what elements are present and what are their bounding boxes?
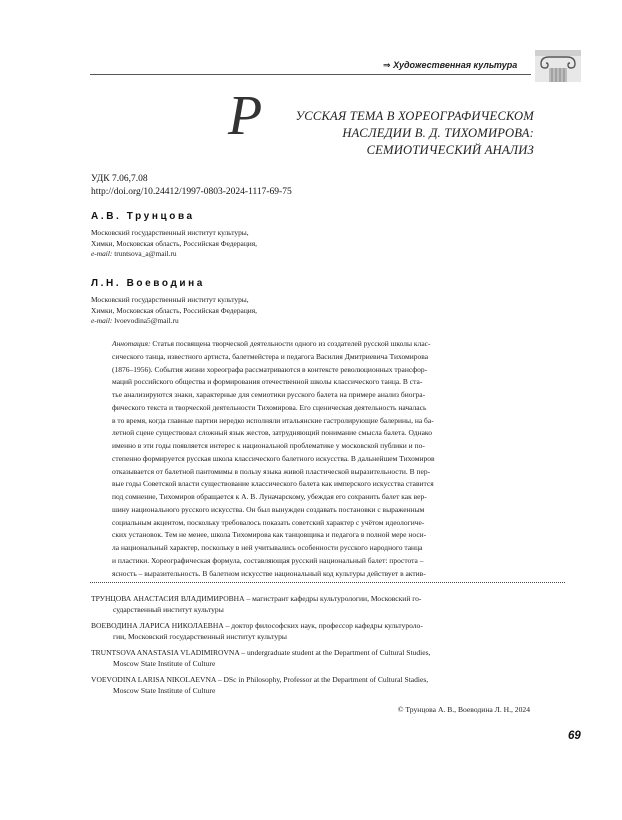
- bio-line: Moscow State Institute of Culture: [113, 659, 216, 669]
- abstract-line: степенно формируется русская школа классического балетного искусства. В дальнейшем Тихомиров: [112, 453, 435, 463]
- abstract-line: (1876–1956). События жизни хореографа рассматриваются в контексте революционных трансфор-: [112, 364, 428, 374]
- affiliation-location: Химки, Московская область, Российская Федерация,: [91, 305, 257, 315]
- abstract-line: Аннотация: Статья посвящена творческой деятельности одного из создателей русской школы клас-: [112, 339, 431, 348]
- email-label: e-mail:: [91, 316, 113, 326]
- arrow-icon: ⇒: [383, 60, 391, 70]
- abstract-line: тье анализируются знаки, характерные для семиотики русского балета на примере анализ биогра-: [112, 390, 426, 399]
- email-label: e-mail:: [91, 249, 113, 259]
- bio-line: Moscow State Institute of Culture: [113, 686, 216, 696]
- affiliation-institution: Московский государственный институт культуры,: [91, 228, 249, 237]
- abstract-line: в то время, когда главные партии нередко исполняли итальянские гастролирующие балерины, на ба-: [112, 415, 434, 425]
- abstract-line: сического танца, известного артиста, балетмейстера и педагога Василия Дмитриевича Тихомирова: [112, 351, 429, 361]
- affiliation-institution: Московский государственный институт культуры,: [91, 295, 249, 304]
- dotted-separator: [90, 582, 565, 583]
- title-line: СЕМИОТИЧЕСКИЙ АНАЛИЗ: [366, 143, 534, 157]
- title-line: НАСЛЕДИИ В. Д. ТИХОМИРОВА:: [342, 126, 534, 140]
- abstract-line: маций российского общества и формирования отечественной школы классического танца. В ста-: [112, 377, 423, 387]
- article-title: [240, 108, 534, 159]
- author-bio: [91, 620, 536, 643]
- author-email[interactable]: truntsova_a@mail.ru: [114, 249, 177, 259]
- abstract-line: именно в эти годы появляется интерес к национальной проблематике у московской публики и по-: [112, 441, 425, 450]
- abstract-line: ясность – выразительность. В балетном искусстве национальный код культуры действует в актив-: [112, 568, 426, 578]
- copyright: © Трунцова А. В., Воеводина Л. Н., 2024: [397, 705, 530, 714]
- abstract-line: ских установок. Тем не менее, школа Тихомирова как танцовщика и педагога в полной мере носи-: [112, 530, 427, 540]
- abstract-label: Аннотация:: [112, 339, 151, 348]
- author-bio: [91, 674, 536, 697]
- abstract-line: фического текста и творческой деятельности Тихомирова. Его сценическая деятельность началась: [112, 402, 427, 412]
- bio-line: ТРУНЦОВА АНАСТАСИЯ ВЛАДИМИРОВНА – магистрант кафедры культурологии, Московский го-: [91, 594, 422, 603]
- author-name: А.В. Трунцова: [91, 211, 195, 222]
- abstract-line: вые годы Советской власти существование классического балета как имперского искусства ставится: [112, 479, 434, 489]
- section-header: [383, 60, 517, 71]
- affiliation-location: Химки, Московская область, Российская Федерация,: [91, 238, 257, 248]
- author-affiliation: [91, 295, 257, 327]
- title-line: УССКАЯ ТЕМА В ХОРЕОГРАФИЧЕСКОМ: [295, 109, 534, 123]
- abstract-line: под сомнение, Тихомиров обращается к А. В. Луначарскому, убеждая его сохранить балет как вер-: [112, 492, 427, 501]
- abstract: [112, 338, 534, 580]
- bio-line: гии, Московский государственный институт культуры: [113, 632, 287, 642]
- doi-link[interactable]: http://doi.org/10.24412/1997-0803-2024-1117-69-75: [91, 187, 292, 197]
- bio-line: ВОЕВОДИНА ЛАРИСА НИКОЛАЕВНА – доктор философских наук, профессор кафедры культуроло-: [91, 621, 423, 630]
- bio-line: TRUNTSOVA ANASTASIA VLADIMIROVNA – undergraduate student at the Department of Cultural Studies,: [91, 648, 431, 657]
- abstract-line: и пластики. Хореографическая формула, составляющая русский национальный балет: простота –: [112, 555, 424, 565]
- udk: УДК 7.06,7.08: [91, 174, 148, 184]
- abstract-line: отказывается от балетной пантомимы в пользу языка живой пластической выразительности. В пер-: [112, 466, 431, 476]
- header-rule: [90, 74, 531, 75]
- abstract-line: летной сцене существовал сложный язык жестов, затрудняющий понимание смысла балета. Однако: [112, 428, 432, 438]
- bio-line: VOEVODINA LARISA NIKOLAEVNA – DSc in Philosophy, Professor at the Department of Cultural Stadies,: [91, 675, 429, 684]
- abstract-line: социальным акцентом, поскольку требовалось показать советский характер с учётом идеологиче-: [112, 517, 425, 527]
- author-affiliation: [91, 228, 257, 260]
- title-initial: Р: [228, 85, 263, 147]
- author-name: Л.Н. Воеводина: [91, 278, 205, 289]
- page-number: 69: [568, 730, 581, 742]
- author-bio: [91, 647, 536, 670]
- section-title: Художественная культура: [393, 60, 518, 70]
- bio-line: сударственный институт культуры: [113, 605, 224, 615]
- abstract-line: шину национального русского искусства. Он был вынужден создавать постановки с выраженным: [112, 504, 425, 514]
- column-capital-logo: [535, 50, 581, 82]
- author-bio: [91, 593, 536, 616]
- abstract-line: ла национальный характер, поскольку в ней учитывались особенности русского народного танца: [112, 543, 423, 552]
- author-email[interactable]: lvoevodina5@mail.ru: [114, 316, 179, 326]
